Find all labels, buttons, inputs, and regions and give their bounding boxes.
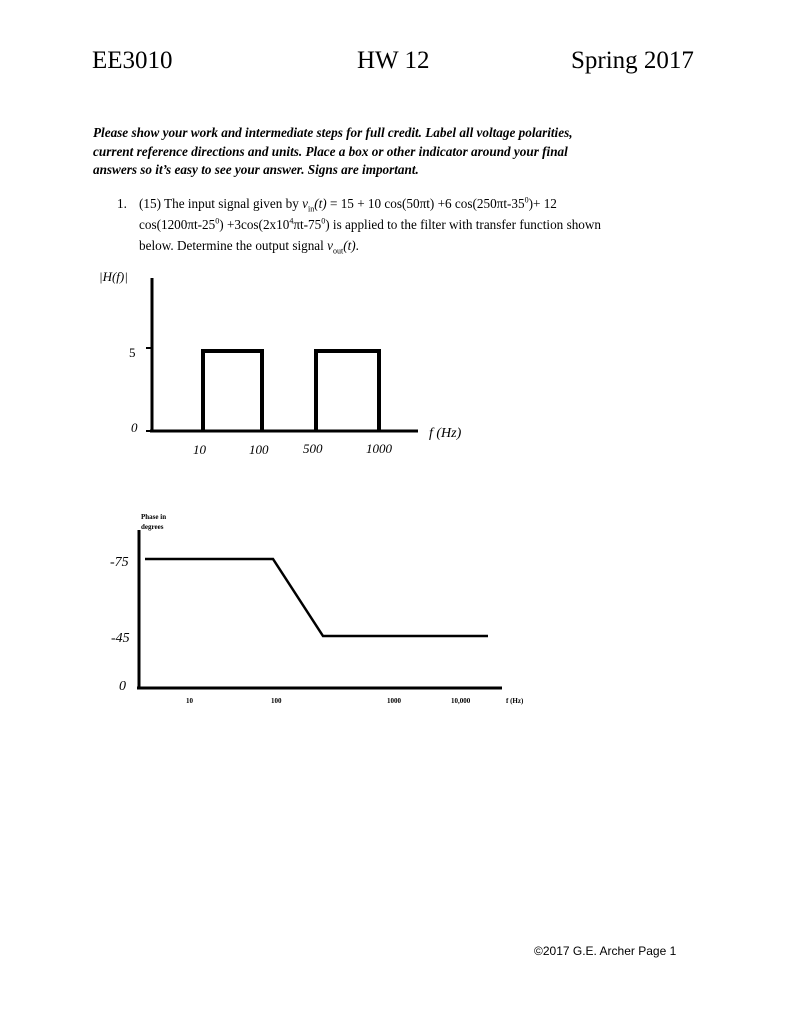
passband-1-line bbox=[203, 351, 262, 431]
instruction-line: current reference directions and units. Place a box or other indicator around your final bbox=[93, 143, 568, 159]
magnitude-y-label: |H(f)| bbox=[99, 269, 128, 284]
instruction-line: Please show your work and intermediate steps for full credit. Label all voltage polarities, bbox=[93, 125, 573, 140]
problem-1 bbox=[117, 193, 717, 256]
magnitude-x-tick-label: 100 bbox=[249, 442, 269, 457]
instruction-line: answers so it’s easy to see your answer. Signs are important. bbox=[93, 162, 419, 177]
phase-series-line bbox=[145, 559, 488, 636]
phase-y-tick-label: -75 bbox=[110, 555, 129, 570]
problem-number: 1. bbox=[117, 196, 127, 211]
phase-x-label: f (Hz) bbox=[506, 697, 524, 705]
problem-line-1: 1. (15) The input signal given by $v_{in}(t) = 15 + 10$ cos(50πt) +6 $\cos(250\pi t-35^0)+ 12$ bbox=[117, 193, 717, 214]
magnitude-y-tick-label: 0 bbox=[131, 420, 138, 435]
problem-line-3: below. Determine the output signal $v_{out}(t)$. bbox=[139, 238, 359, 256]
problem-points: (15) bbox=[139, 196, 161, 211]
course-code: EE3010 bbox=[92, 47, 173, 74]
page-footer: ©2017 G.E. Archer Page 1 bbox=[534, 944, 677, 958]
phase-x-tick-label: 100 bbox=[271, 697, 282, 705]
magnitude-x-label: f (Hz) bbox=[429, 426, 462, 441]
instructions bbox=[93, 124, 693, 180]
vout-symbol: v bbox=[327, 238, 333, 253]
assignment-title: HW 12 bbox=[357, 47, 430, 74]
magnitude-x-tick-label: 10 bbox=[193, 442, 206, 457]
phase-y-tick-label: -45 bbox=[111, 631, 130, 646]
phase-y-tick-label: 0 bbox=[119, 679, 126, 694]
phase-y-label-line: degrees bbox=[141, 523, 164, 531]
magnitude-y-tick-label: 5 bbox=[129, 345, 136, 360]
magnitude-x-tick-label: 1000 bbox=[366, 441, 392, 456]
problem-line-2: $\cos(1200\pi t-25^0) +3\cos(2x10^4\pi t-75^0)$ is applied to the filter with transfer function shown bbox=[139, 216, 602, 232]
passband-2-line bbox=[316, 351, 379, 431]
phase-y-label-line: Phase in bbox=[141, 513, 167, 521]
phase-x-tick-label: 10 bbox=[186, 697, 193, 705]
phase-x-tick-label: 1000 bbox=[387, 697, 401, 705]
vin-symbol: v bbox=[302, 196, 308, 211]
phase-x-tick-label: 10,000 bbox=[451, 697, 471, 705]
term: Spring 2017 bbox=[571, 47, 694, 74]
magnitude-x-tick-label: 500 bbox=[303, 441, 323, 456]
